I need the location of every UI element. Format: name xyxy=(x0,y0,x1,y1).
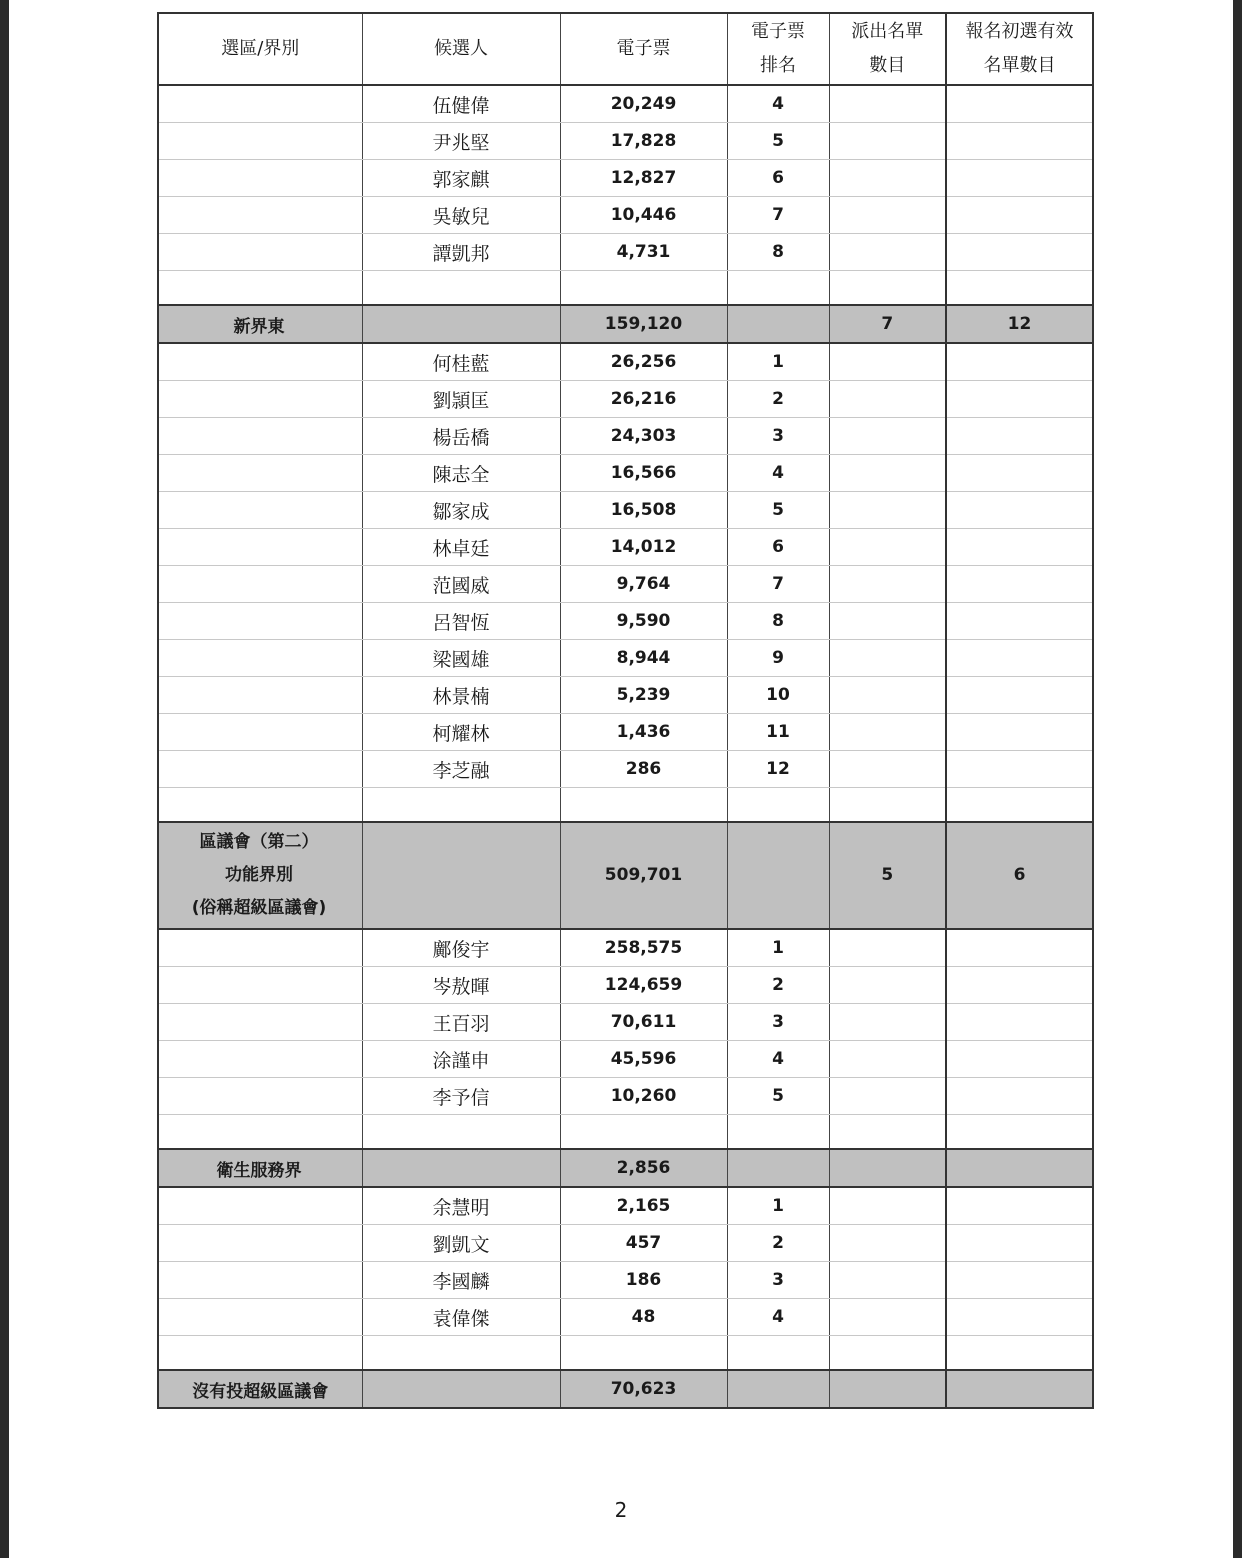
candidate-votes: 20,249 xyxy=(560,85,727,123)
candidate-name: 鄒家成 xyxy=(362,492,560,529)
valid-list-cell xyxy=(946,160,1093,197)
empty-cell xyxy=(727,1336,829,1371)
district-cell xyxy=(158,418,362,455)
empty-cell xyxy=(560,271,727,306)
empty-cell xyxy=(946,1115,1093,1150)
list-sent-cell xyxy=(829,1187,946,1225)
table-row xyxy=(158,967,1093,1004)
list-sent-cell xyxy=(829,566,946,603)
table-row xyxy=(158,123,1093,160)
list-sent-cell xyxy=(829,677,946,714)
footer-votes: 70,623 xyxy=(560,1370,727,1408)
candidate-votes: 286 xyxy=(560,751,727,788)
candidate-rank: 1 xyxy=(727,343,829,381)
candidate-name: 余慧明 xyxy=(362,1187,560,1225)
list-sent-cell xyxy=(829,492,946,529)
valid-list-cell xyxy=(946,85,1093,123)
valid-list-cell xyxy=(946,714,1093,751)
candidate-votes: 48 xyxy=(560,1299,727,1336)
section-name xyxy=(158,822,362,929)
empty-cell xyxy=(158,1115,362,1150)
district-cell xyxy=(158,1004,362,1041)
empty-cell xyxy=(158,1336,362,1371)
candidate-name: 鄺俊宇 xyxy=(362,929,560,967)
section-name-text: 新界東 xyxy=(233,316,285,337)
spacer-row xyxy=(158,788,1093,823)
valid-list-cell xyxy=(946,455,1093,492)
candidate-votes: 186 xyxy=(560,1262,727,1299)
list-sent-cell xyxy=(829,160,946,197)
footer-row xyxy=(158,1370,1093,1408)
table-row xyxy=(158,751,1093,788)
candidate-rank: 6 xyxy=(727,529,829,566)
candidate-rank: 2 xyxy=(727,381,829,418)
empty-cell xyxy=(362,1370,560,1408)
empty-cell xyxy=(946,1336,1093,1371)
candidate-votes: 24,303 xyxy=(560,418,727,455)
spacer-row xyxy=(158,1336,1093,1371)
empty-cell xyxy=(829,1115,946,1150)
empty-cell xyxy=(727,305,829,343)
candidate-rank: 1 xyxy=(727,1187,829,1225)
candidate-name: 陳志全 xyxy=(362,455,560,492)
valid-list-cell xyxy=(946,343,1093,381)
empty-cell xyxy=(829,1370,946,1408)
section-valid-list: 6 xyxy=(946,822,1093,929)
district-cell xyxy=(158,197,362,234)
empty-cell xyxy=(362,822,560,929)
table-row xyxy=(158,714,1093,751)
table-row xyxy=(158,418,1093,455)
section-row xyxy=(158,305,1093,343)
candidate-name: 何桂藍 xyxy=(362,343,560,381)
district-cell xyxy=(158,714,362,751)
empty-cell xyxy=(158,271,362,306)
district-cell xyxy=(158,455,362,492)
candidate-votes: 12,827 xyxy=(560,160,727,197)
list-sent-cell xyxy=(829,343,946,381)
district-cell xyxy=(158,751,362,788)
header-list-sent: 派出名單 數目 xyxy=(829,13,946,85)
section-name xyxy=(158,1149,362,1187)
page-right-edge xyxy=(1233,0,1242,1558)
candidate-rank: 10 xyxy=(727,677,829,714)
candidate-rank: 12 xyxy=(727,751,829,788)
candidate-rank: 2 xyxy=(727,1225,829,1262)
header-valid-list: 報名初選有效 名單數目 xyxy=(946,13,1093,85)
candidate-rank: 11 xyxy=(727,714,829,751)
section-votes: 159,120 xyxy=(560,305,727,343)
valid-list-cell xyxy=(946,1187,1093,1225)
candidate-rank: 4 xyxy=(727,455,829,492)
table-row xyxy=(158,1225,1093,1262)
district-cell xyxy=(158,1187,362,1225)
empty-cell xyxy=(560,788,727,823)
empty-cell xyxy=(362,271,560,306)
candidate-votes: 14,012 xyxy=(560,529,727,566)
candidate-name: 柯耀林 xyxy=(362,714,560,751)
list-sent-cell xyxy=(829,640,946,677)
empty-cell xyxy=(362,1115,560,1150)
candidate-votes: 10,446 xyxy=(560,197,727,234)
candidate-name: 劉頴匡 xyxy=(362,381,560,418)
valid-list-cell xyxy=(946,751,1093,788)
valid-list-cell xyxy=(946,197,1093,234)
candidate-name: 李國麟 xyxy=(362,1262,560,1299)
valid-list-cell xyxy=(946,603,1093,640)
candidate-votes: 5,239 xyxy=(560,677,727,714)
candidate-name: 林景楠 xyxy=(362,677,560,714)
candidate-votes: 8,944 xyxy=(560,640,727,677)
district-cell xyxy=(158,1225,362,1262)
empty-cell xyxy=(829,271,946,306)
candidate-votes: 16,566 xyxy=(560,455,727,492)
empty-cell xyxy=(946,1370,1093,1408)
candidate-name: 李芝融 xyxy=(362,751,560,788)
candidate-votes: 9,764 xyxy=(560,566,727,603)
list-sent-cell xyxy=(829,85,946,123)
candidate-name: 袁偉傑 xyxy=(362,1299,560,1336)
header-district: 選區/界別 xyxy=(158,13,362,85)
candidate-rank: 3 xyxy=(727,1262,829,1299)
table-row xyxy=(158,197,1093,234)
empty-cell xyxy=(362,788,560,823)
results-table xyxy=(157,12,1094,1409)
spacer-row xyxy=(158,1115,1093,1150)
candidate-votes: 10,260 xyxy=(560,1078,727,1115)
table-row xyxy=(158,1187,1093,1225)
empty-cell xyxy=(362,1149,560,1187)
candidate-rank: 7 xyxy=(727,566,829,603)
empty-cell xyxy=(560,1336,727,1371)
list-sent-cell xyxy=(829,234,946,271)
empty-cell xyxy=(362,305,560,343)
valid-list-cell xyxy=(946,677,1093,714)
candidate-rank: 3 xyxy=(727,1004,829,1041)
valid-list-cell xyxy=(946,1041,1093,1078)
list-sent-cell xyxy=(829,603,946,640)
valid-list-cell xyxy=(946,234,1093,271)
candidate-name: 呂智恆 xyxy=(362,603,560,640)
table-body xyxy=(158,85,1093,1408)
district-cell xyxy=(158,381,362,418)
candidate-votes: 4,731 xyxy=(560,234,727,271)
valid-list-cell xyxy=(946,123,1093,160)
candidate-rank: 2 xyxy=(727,967,829,1004)
section-row xyxy=(158,822,1093,929)
candidate-rank: 4 xyxy=(727,85,829,123)
table-row xyxy=(158,455,1093,492)
valid-list-cell xyxy=(946,1078,1093,1115)
section-list-sent: 5 xyxy=(829,822,946,929)
section-name xyxy=(158,305,362,343)
empty-cell xyxy=(829,788,946,823)
page-number: 2 xyxy=(614,1498,628,1522)
header-e-votes: 電子票 xyxy=(560,13,727,85)
candidate-rank: 9 xyxy=(727,640,829,677)
candidate-votes: 26,256 xyxy=(560,343,727,381)
candidate-name: 梁國雄 xyxy=(362,640,560,677)
candidate-votes: 9,590 xyxy=(560,603,727,640)
table-row xyxy=(158,1041,1093,1078)
candidate-votes: 124,659 xyxy=(560,967,727,1004)
candidate-name: 譚凱邦 xyxy=(362,234,560,271)
table-row xyxy=(158,677,1093,714)
table-row xyxy=(158,85,1093,123)
candidate-votes: 258,575 xyxy=(560,929,727,967)
empty-cell xyxy=(560,1115,727,1150)
candidate-votes: 70,611 xyxy=(560,1004,727,1041)
list-sent-cell xyxy=(829,418,946,455)
district-cell xyxy=(158,603,362,640)
district-cell xyxy=(158,492,362,529)
district-cell xyxy=(158,967,362,1004)
candidate-rank: 8 xyxy=(727,234,829,271)
list-sent-cell xyxy=(829,751,946,788)
candidate-rank: 4 xyxy=(727,1041,829,1078)
valid-list-cell xyxy=(946,1299,1093,1336)
candidate-rank: 5 xyxy=(727,492,829,529)
empty-cell xyxy=(727,1115,829,1150)
valid-list-cell xyxy=(946,640,1093,677)
empty-cell xyxy=(727,788,829,823)
valid-list-cell xyxy=(946,1004,1093,1041)
candidate-votes: 1,436 xyxy=(560,714,727,751)
list-sent-cell xyxy=(829,967,946,1004)
section-valid-list xyxy=(946,1149,1093,1187)
valid-list-cell xyxy=(946,381,1093,418)
empty-cell xyxy=(158,788,362,823)
list-sent-cell xyxy=(829,1078,946,1115)
table-row xyxy=(158,1262,1093,1299)
section-list-sent xyxy=(829,1149,946,1187)
district-cell xyxy=(158,1041,362,1078)
candidate-name: 吳敏兒 xyxy=(362,197,560,234)
list-sent-cell xyxy=(829,929,946,967)
list-sent-cell xyxy=(829,455,946,492)
empty-cell xyxy=(362,1336,560,1371)
candidate-name: 尹兆堅 xyxy=(362,123,560,160)
list-sent-cell xyxy=(829,1299,946,1336)
empty-cell xyxy=(946,788,1093,823)
empty-cell xyxy=(727,1370,829,1408)
candidate-votes: 16,508 xyxy=(560,492,727,529)
page-left-edge xyxy=(0,0,9,1558)
district-cell xyxy=(158,85,362,123)
district-cell xyxy=(158,234,362,271)
table-row xyxy=(158,1004,1093,1041)
section-votes: 2,856 xyxy=(560,1149,727,1187)
table-row xyxy=(158,1299,1093,1336)
district-cell xyxy=(158,343,362,381)
candidate-name: 范國威 xyxy=(362,566,560,603)
valid-list-cell xyxy=(946,1262,1093,1299)
section-list-sent: 7 xyxy=(829,305,946,343)
table-row xyxy=(158,343,1093,381)
list-sent-cell xyxy=(829,1041,946,1078)
table-row xyxy=(158,640,1093,677)
district-cell xyxy=(158,929,362,967)
section-name-text: 區議會（第二） 功能界別 (俗稱超級區議會) xyxy=(191,832,327,918)
candidate-name: 郭家麒 xyxy=(362,160,560,197)
candidate-votes: 26,216 xyxy=(560,381,727,418)
list-sent-cell xyxy=(829,714,946,751)
section-name-text: 衛生服務界 xyxy=(216,1160,302,1181)
list-sent-cell xyxy=(829,529,946,566)
table-row xyxy=(158,492,1093,529)
candidate-votes: 45,596 xyxy=(560,1041,727,1078)
candidate-name: 劉凱文 xyxy=(362,1225,560,1262)
candidate-votes: 17,828 xyxy=(560,123,727,160)
header-candidate: 候選人 xyxy=(362,13,560,85)
candidate-name: 伍健偉 xyxy=(362,85,560,123)
footer-name: 沒有投超級區議會 xyxy=(158,1370,362,1408)
candidate-name: 楊岳橋 xyxy=(362,418,560,455)
district-cell xyxy=(158,529,362,566)
candidate-rank: 7 xyxy=(727,197,829,234)
valid-list-cell xyxy=(946,529,1093,566)
candidate-rank: 3 xyxy=(727,418,829,455)
candidate-name: 王百羽 xyxy=(362,1004,560,1041)
candidate-name: 岑敖暉 xyxy=(362,967,560,1004)
valid-list-cell xyxy=(946,492,1093,529)
valid-list-cell xyxy=(946,418,1093,455)
table-row xyxy=(158,603,1093,640)
table-row xyxy=(158,529,1093,566)
district-cell xyxy=(158,1262,362,1299)
district-cell xyxy=(158,123,362,160)
candidate-rank: 1 xyxy=(727,929,829,967)
district-cell xyxy=(158,640,362,677)
table-row xyxy=(158,160,1093,197)
list-sent-cell xyxy=(829,1004,946,1041)
section-valid-list: 12 xyxy=(946,305,1093,343)
candidate-rank: 6 xyxy=(727,160,829,197)
candidate-rank: 5 xyxy=(727,123,829,160)
list-sent-cell xyxy=(829,1225,946,1262)
list-sent-cell xyxy=(829,123,946,160)
header-row xyxy=(158,13,1093,85)
candidate-rank: 4 xyxy=(727,1299,829,1336)
empty-cell xyxy=(727,822,829,929)
empty-cell xyxy=(727,271,829,306)
list-sent-cell xyxy=(829,1262,946,1299)
candidate-votes: 2,165 xyxy=(560,1187,727,1225)
candidate-votes: 457 xyxy=(560,1225,727,1262)
district-cell xyxy=(158,1078,362,1115)
candidate-rank: 5 xyxy=(727,1078,829,1115)
table-row xyxy=(158,566,1093,603)
empty-cell xyxy=(946,271,1093,306)
valid-list-cell xyxy=(946,566,1093,603)
list-sent-cell xyxy=(829,381,946,418)
spacer-row xyxy=(158,271,1093,306)
candidate-name: 林卓廷 xyxy=(362,529,560,566)
district-cell xyxy=(158,677,362,714)
district-cell xyxy=(158,1299,362,1336)
empty-cell xyxy=(727,1149,829,1187)
valid-list-cell xyxy=(946,929,1093,967)
section-votes: 509,701 xyxy=(560,822,727,929)
table-row xyxy=(158,929,1093,967)
header-e-vote-rank: 電子票 排名 xyxy=(727,13,829,85)
valid-list-cell xyxy=(946,967,1093,1004)
candidate-name: 李予信 xyxy=(362,1078,560,1115)
empty-cell xyxy=(829,1336,946,1371)
district-cell xyxy=(158,566,362,603)
table-row xyxy=(158,381,1093,418)
section-row xyxy=(158,1149,1093,1187)
district-cell xyxy=(158,160,362,197)
candidate-name: 涂謹申 xyxy=(362,1041,560,1078)
valid-list-cell xyxy=(946,1225,1093,1262)
table-row xyxy=(158,1078,1093,1115)
list-sent-cell xyxy=(829,197,946,234)
table-row xyxy=(158,234,1093,271)
candidate-rank: 8 xyxy=(727,603,829,640)
